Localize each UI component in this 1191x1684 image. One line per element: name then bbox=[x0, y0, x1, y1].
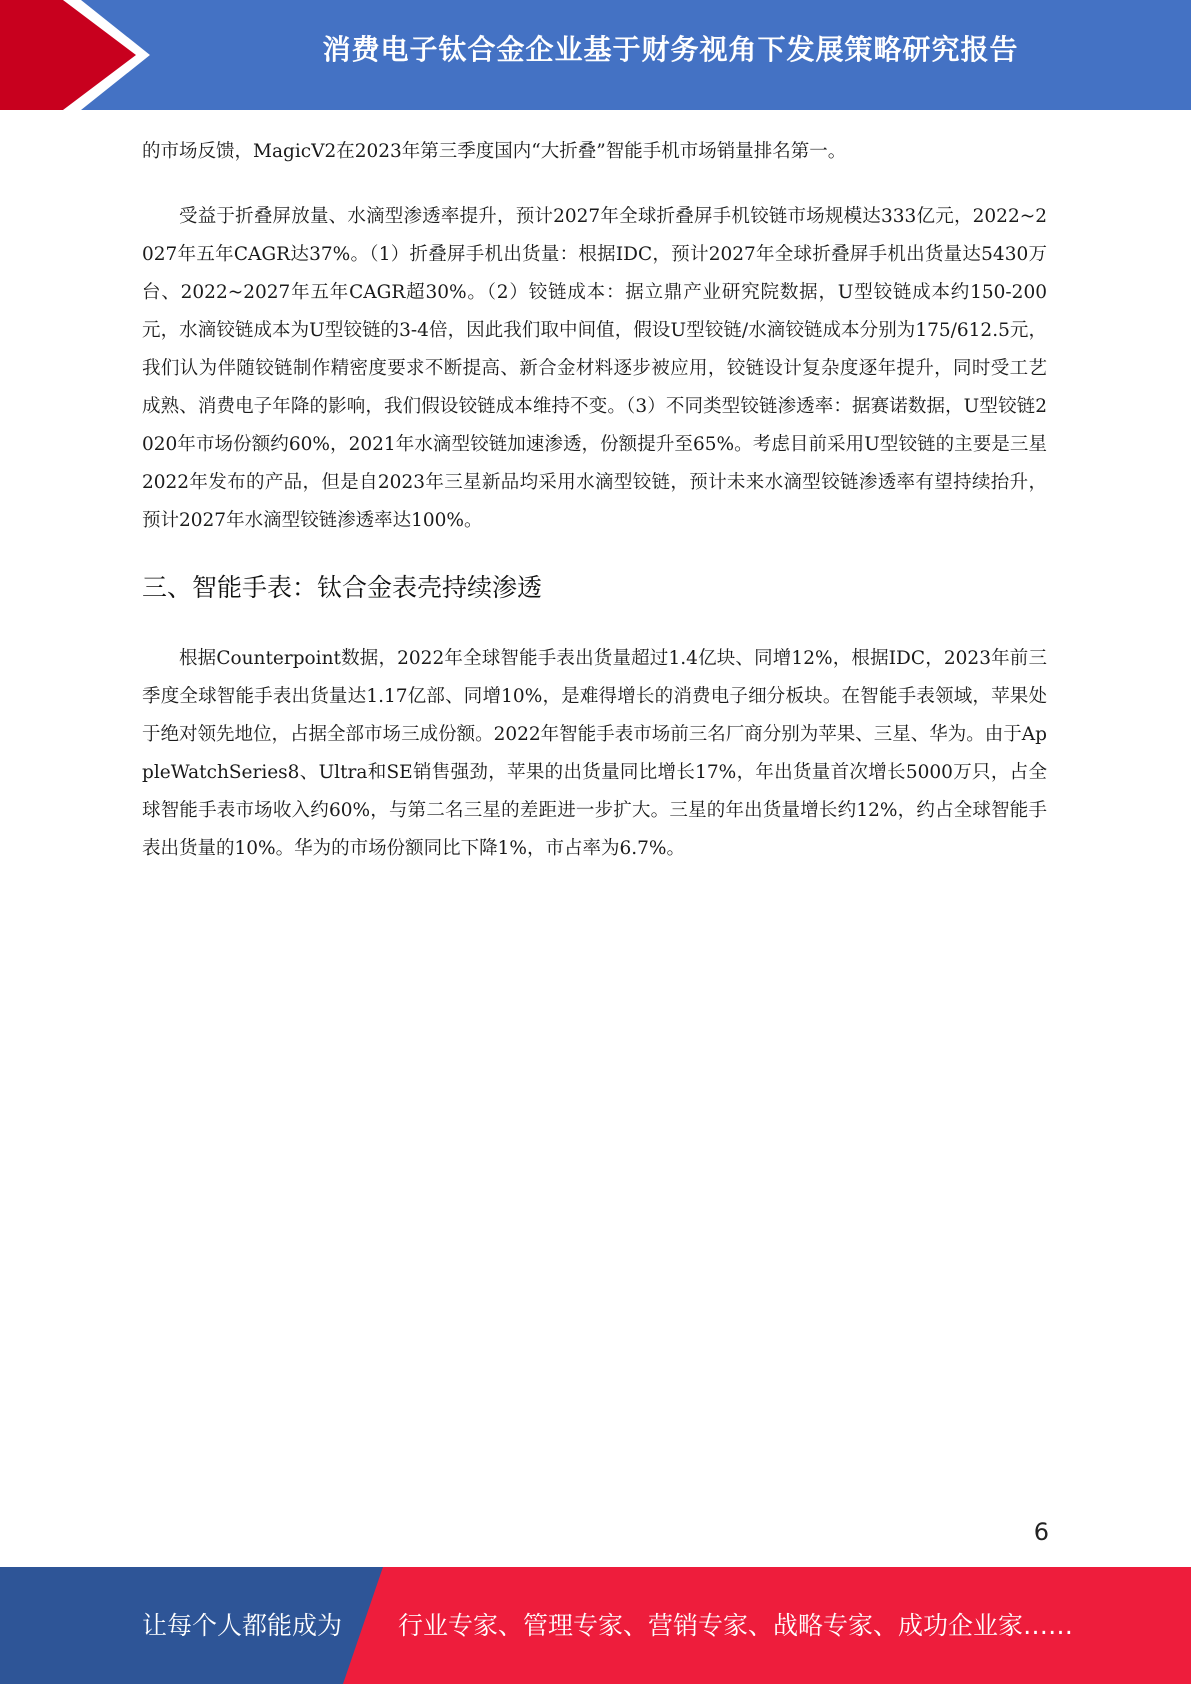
footer-slogan-left: 让每个人都能成为 bbox=[142, 1611, 343, 1640]
paragraph-continuation: 的市场反馈，MagicV2在2023年第三季度国内“大折叠”智能手机市场销量排名第一。 bbox=[142, 141, 847, 162]
page-number: 6 bbox=[1033, 1518, 1049, 1546]
document-body bbox=[142, 133, 1047, 868]
section-heading: 三、智能手表：钛合金表壳持续渗透 bbox=[142, 573, 543, 602]
paragraph-smartwatch: 根据Counterpoint数据，2022年全球智能手表出货量超过1.4亿块、同增12%，根据IDC，2023年前三季度全球智能手表出货量达1.17亿部、同增10%，是难得增长的消费电子细分板块。在智能手表领域，苹果处于绝对领先地位，占据全部市场三成份额。2022年智能手表市场前三名厂商分别为苹果、三星、华为。由于AppleWatchSeries8、Ultra和SE销售强劲，苹果的出货量同比增长17%，年出货量首次增长5000万只，占全球智能手表市场收入约60%，与第二名三星的差距进一步扩大。三星的年出货量增长约12%，约占全球智能手表出货量的10%。华为的市场份额同比下降1%，市占率为6.7%。 bbox=[142, 648, 1047, 859]
paragraph-hinge-market: 受益于折叠屏放量、水滴型渗透率提升，预计2027年全球折叠屏手机铰链市场规模达333亿元，2022~2027年五年CAGR达37%。（1）折叠屏手机出货量：根据IDC，预计2027年全球折叠屏手机出货量达5430万台、2022~2027年五年CAGR超30%。（2）铰链成本：据立鼎产业研究院数据，U型铰链成本约150-200元，水滴铰链成本为U型铰链的3-4倍，因此我们取中间值，假设U型铰链/水滴铰链成本分别为175/612.5元，我们认为伴随铰链制作精密度要求不断提高、新合金材料逐步被应用，铰链设计复杂度逐年提升，同时受工艺成熟、消费电子年降的影响，我们假设铰链成本维持不变。（3）不同类型铰链渗透率：据赛诺数据，U型铰链2020年市场份额约60%，2021年水滴型铰链加速渗透，份额提升至65%。考虑目前采用U型铰链的主要是三星2022年发布的产品，但是自2023年三星新品均采用水滴型铰链，预计未来水滴型铰链渗透率有望持续抬升，预计2027年水滴型铰链渗透率达100%。 bbox=[142, 206, 1047, 531]
footer-slogan-right: 行业专家、管理专家、营销专家、战略专家、成功企业家…… bbox=[398, 1611, 1074, 1640]
header-red-chevron-icon bbox=[0, 0, 150, 110]
footer-banner bbox=[0, 1567, 1191, 1684]
header-banner bbox=[0, 0, 1191, 110]
report-title: 消费电子钛合金企业基于财务视角下发展策略研究报告 bbox=[322, 33, 1019, 66]
